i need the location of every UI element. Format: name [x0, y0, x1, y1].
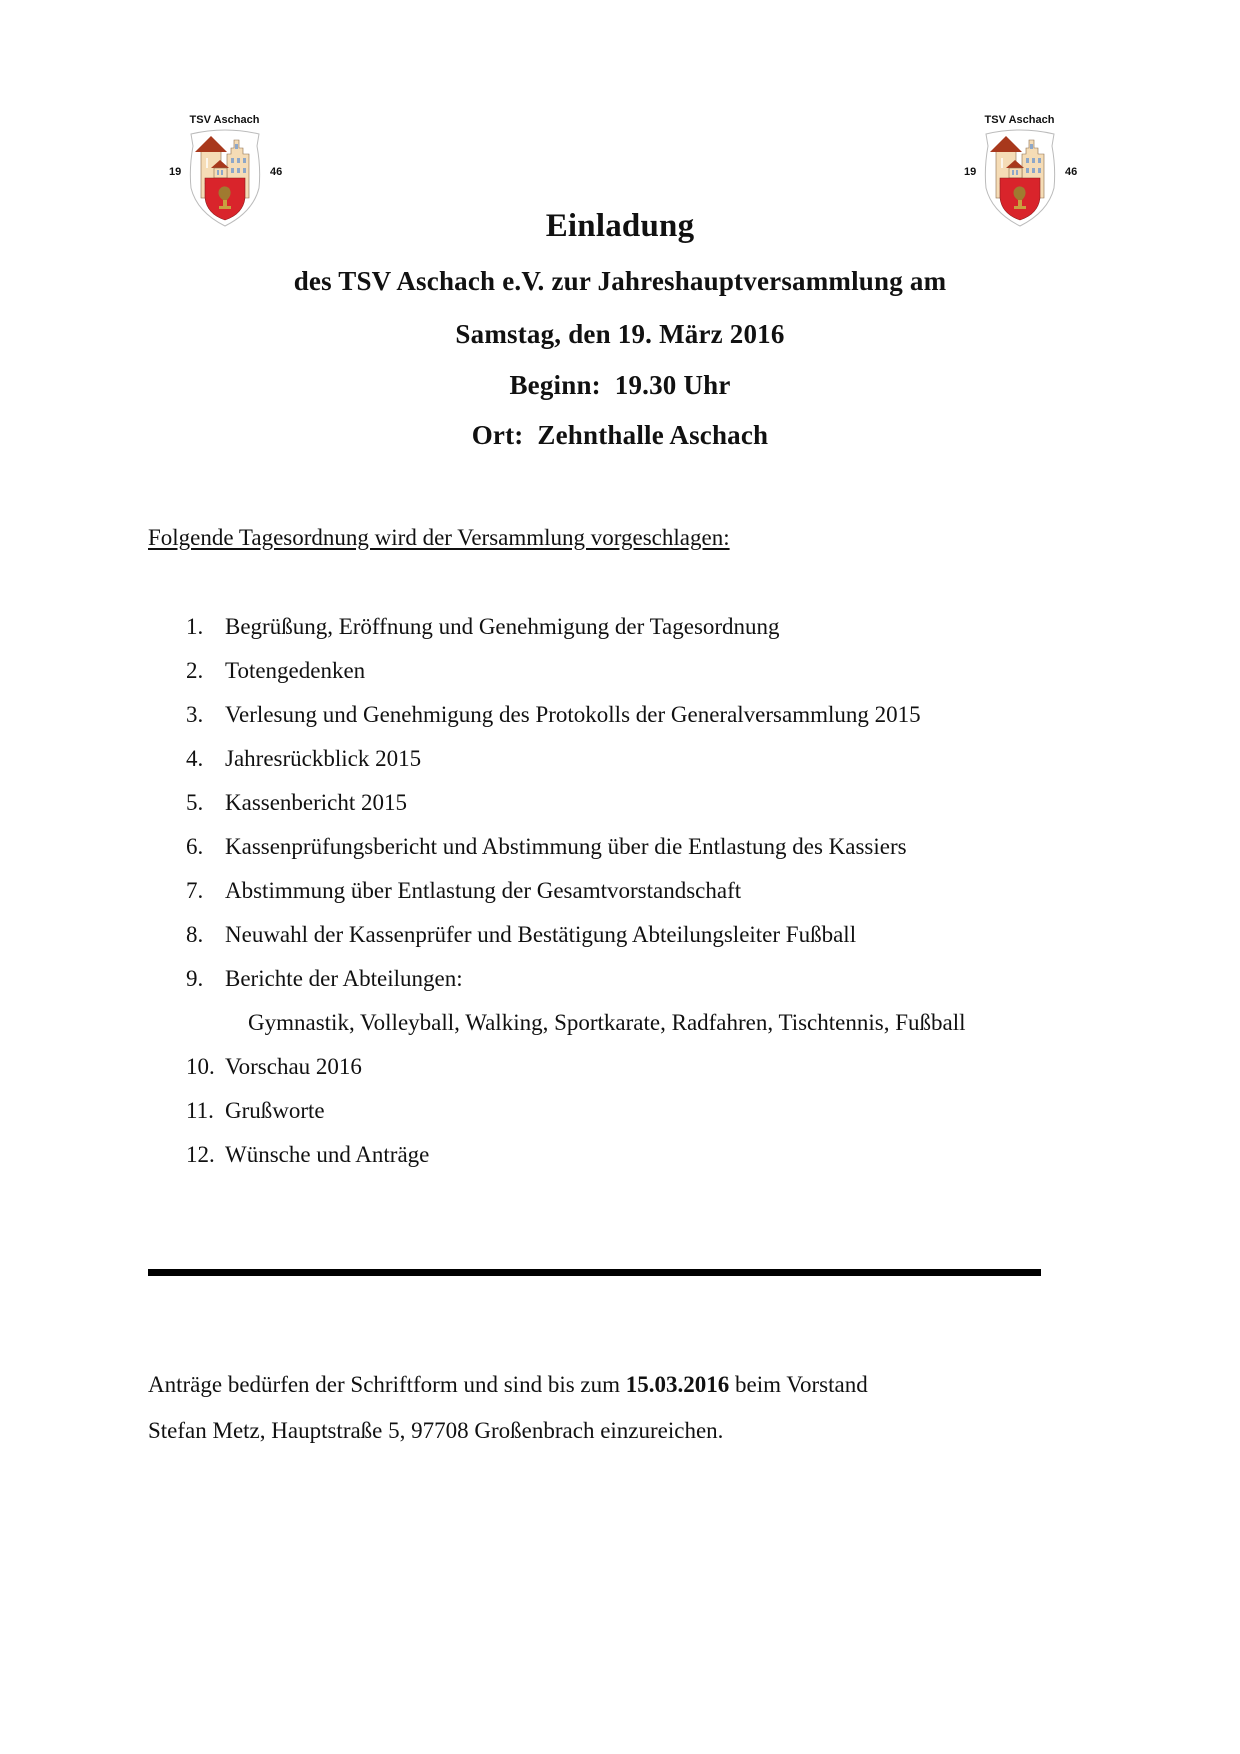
separator-line [148, 1269, 1041, 1276]
agenda-list [186, 612, 965, 1184]
agenda-item [186, 700, 965, 744]
agenda-item-number: 1. [186, 614, 204, 639]
agenda-item-number: 8. [186, 922, 204, 947]
logo-club-name: TSV Aschach [189, 114, 260, 126]
agenda-item-number: 10. [186, 1054, 215, 1079]
agenda-item [186, 832, 965, 876]
footer-line-2: Stefan Metz, Hauptstraße 5, 97708 Großenbrach einzureichen. [148, 1418, 724, 1443]
agenda-heading: Folgende Tagesordnung wird der Versammlung vorgeschlagen: [148, 525, 730, 550]
footer-text-before: Anträge bedürfen der Schriftform und sind bis zum [148, 1372, 626, 1397]
agenda-item-text: Wünsche und Anträge [225, 1142, 430, 1167]
agenda-item-number: 9. [186, 966, 204, 991]
event-start-time: Beginn: 19.30 Uhr [509, 370, 731, 400]
agenda-item-text: Kassenbericht 2015 [225, 790, 408, 815]
agenda-item [186, 744, 965, 788]
agenda-item-text: Abstimmung über Entlastung der Gesamtvorstandschaft [225, 878, 742, 903]
agenda-item-text: Totengedenken [225, 658, 366, 683]
logo-year-right: 46 [270, 166, 283, 178]
agenda-item-number: 7. [186, 878, 204, 903]
agenda-item [186, 964, 965, 1008]
agenda-item-number: 3. [186, 702, 204, 727]
agenda-item-number: 11. [186, 1098, 214, 1123]
agenda-item [186, 656, 965, 700]
agenda-item-number: 4. [186, 746, 204, 771]
footer-line-1 [148, 1362, 868, 1408]
agenda-item [186, 876, 965, 920]
agenda-item-text: Jahresrückblick 2015 [225, 746, 422, 771]
logo-year-left: 19 [169, 166, 182, 178]
event-location: Ort: Zehnthalle Aschach [471, 420, 769, 450]
agenda-item-text: Begrüßung, Eröffnung und Genehmigung der Tagesordnung [225, 614, 780, 639]
agenda-item-text: Neuwahl der Kassenprüfer und Bestätigung Abteilungsleiter Fußball [225, 922, 857, 947]
agenda-item [186, 788, 965, 832]
agenda-item [186, 920, 965, 964]
event-date: Samstag, den 19. März 2016 [455, 319, 785, 349]
agenda-item-text: Kassenprüfungsbericht und Abstimmung über die Entlastung des Kassiers [225, 834, 907, 859]
agenda-departments: Gymnastik, Volleyball, Walking, Sportkarate, Radfahren, Tischtennis, Fußball [248, 1010, 966, 1035]
logo-year-left: 19 [964, 166, 977, 178]
agenda-item-number: 5. [186, 790, 204, 815]
logo-year-right: 46 [1065, 166, 1078, 178]
subtitle: des TSV Aschach e.V. zur Jahreshauptversammlung am [293, 266, 947, 296]
agenda-item-text: Verlesung und Genehmigung des Protokolls der Generalversammlung 2015 [225, 702, 921, 727]
footer-note [148, 1362, 868, 1454]
agenda-item [186, 1052, 965, 1096]
agenda-item [186, 612, 965, 656]
logo-club-name: TSV Aschach [984, 114, 1055, 126]
agenda-item [186, 1140, 965, 1184]
agenda-item-text: Vorschau 2016 [225, 1054, 362, 1079]
deadline-date: 15.03.2016 [625, 1372, 730, 1397]
agenda-item-text: Berichte der Abteilungen: [225, 966, 463, 991]
page-title: Einladung [545, 208, 695, 244]
agenda-item-number: 2. [186, 658, 204, 683]
agenda-item [186, 1096, 965, 1140]
agenda-item-number: 6. [186, 834, 204, 859]
agenda-item-number: 12. [186, 1142, 215, 1167]
footer-text-after: beim Vorstand [729, 1372, 868, 1397]
agenda-item-text: Grußworte [225, 1098, 325, 1123]
